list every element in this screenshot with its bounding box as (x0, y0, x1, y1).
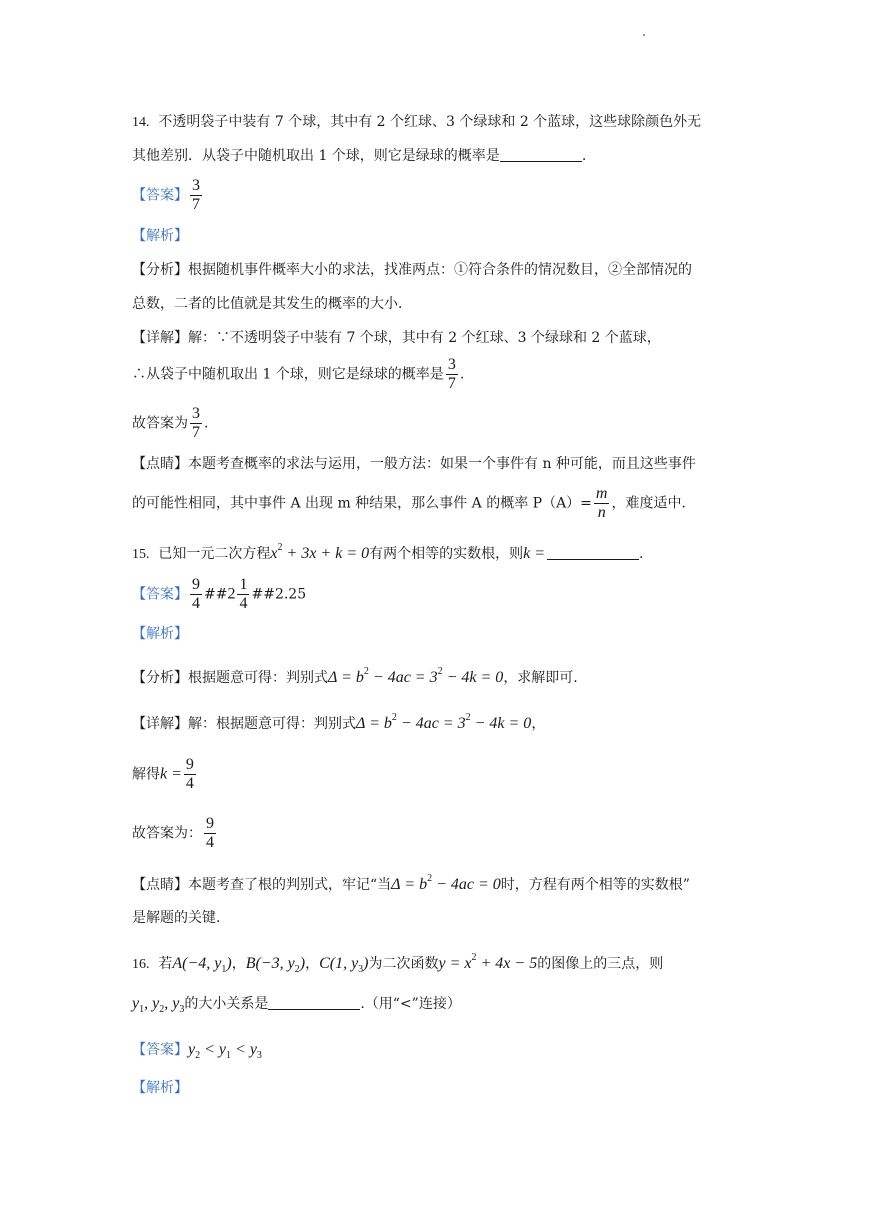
q14-fenxi-line1: 【分析】根据随机事件概率大小的求法，找准两点：①符合条件的情况数目，②全部情况的 (132, 262, 692, 278)
q14-guda: 故答案为 $\frac{3}{7}$ . (132, 405, 209, 441)
q14-dianjing-line2: 的可能性相同，其中事件 A 出现 m 种结果，那么事件 A 的概率 P（A）= $\frac{m}{n}$ ，难度适中． (132, 485, 696, 521)
q14-answer-fraction: $\frac{3}{7}$ (192, 177, 200, 213)
q14-fenxi-line2: 总数，二者的比值就是其发生的概率的大小． (132, 296, 412, 312)
q14-answer (132, 177, 204, 214)
q15-dianjing-line2: 是解题的关键. (132, 910, 221, 926)
q15-jiede: 解得k = $\frac{9}{4}$ (132, 756, 194, 792)
q16-y-values: $y_1$, $y_2$, $y_3$ (132, 995, 185, 1015)
q14-probability-fraction: $\frac{m}{n}$ (595, 485, 608, 521)
q14-number: 14. (132, 115, 150, 130)
header-dot (643, 34, 645, 36)
q15-answer-fraction1: $\frac{9}{4}$ (192, 576, 200, 612)
q15-guda: 故答案为： $\frac{9}{4}$ (132, 815, 214, 851)
q15-line1: 15. 已知一元二次方程$x^2 + 3x + k = 0$有两个相等的实数根，则k = . (132, 542, 644, 562)
q15-answer-blank (547, 545, 639, 560)
q15-dianjing-line1: 【点睛】本题考查了根的判别式，牢记“当$\Delta = b^2 - 4ac = 0$时，方程有两个相等的实数根” (132, 873, 690, 893)
q14-text2: 其他差别．从袋子中随机取出 1 个球，则它是绿球的概率是 (132, 148, 500, 164)
q14-xiangjie-line2: ∴从袋子中随机取出 1 个球，则它是绿球的概率是 $\frac{3}{7}$ . (132, 356, 465, 392)
q15-xiangjie: 【详解】解：根据题意可得：判别式$\Delta = b^2 - 4ac = 3^2 - 4k = 0$， (132, 712, 546, 732)
q15-discriminant: $\Delta = b^2 - 4ac = 3^2 - 4k = 0$ (328, 666, 504, 686)
q16-answer-blank (268, 995, 360, 1010)
q15-discriminant-2: $\Delta = b^2 - 4ac = 3^2 - 4k = 0$ (356, 712, 532, 732)
q15-answer: 【答案】 $\frac{9}{4}$ ##2 $\frac{1}{4}$ ##2.25 (132, 576, 307, 612)
q15-fenxi: 【分析】根据题意可得：判别式$\Delta = b^2 - 4ac = 3^2 - 4k = 0$，求解即可. (132, 666, 578, 686)
q14-period: . (581, 148, 587, 164)
q14-analysis-label: 【解析】 (132, 228, 188, 244)
q16-line1: 16. 若A(−4, $y_1$)，B(−3, $y_2$)，C(1, $y_3$)为二次函数$y = x^2 + 4x - 5$的图像上的三点，则 (132, 952, 664, 975)
q16-analysis-label: 【解析】 (132, 1080, 188, 1096)
q15-dianjing-condition: $\Delta = b^2 - 4ac = 0$ (391, 873, 501, 893)
q14-text1: 不透明袋子中装有 7 个球，其中有 2 个红球、3 个绿球和 2 个蓝球，这些球除颜色外无 (158, 114, 702, 130)
q14-guda-fraction: $\frac{3}{7}$ (192, 405, 200, 441)
q14-xiangjie-fraction: $\frac{3}{7}$ (447, 356, 456, 392)
q15-jiede-fraction: $\frac{9}{4}$ (185, 756, 194, 792)
q16-answer-expr: $y_2 < y_1 < y_3$ (188, 1041, 262, 1061)
q15-answer-fraction2: $\frac{1}{4}$ (239, 576, 248, 612)
q14-dianjing-line1: 【点睛】本题考查概率的求法与运用，一般方法：如果一个事件有 n 种可能，而且这些事件 (132, 456, 696, 472)
q16-function: $y = x^2 + 4x - 5$ (438, 952, 538, 972)
q16-point-c: C(1, $y_3$) (319, 955, 369, 975)
q15-analysis-label: 【解析】 (132, 626, 188, 642)
q16-answer: 【答案】$y_2 < y_1 < y_3$ (132, 1041, 262, 1061)
q15-equation: $x^2 + 3x + k = 0$ (270, 542, 370, 562)
q15-guda-fraction: $\frac{9}{4}$ (206, 815, 214, 851)
q16-line2: $y_1$, $y_2$, $y_3$的大小关系是 .（用“<”连接） (132, 995, 461, 1015)
q14-line1 (132, 112, 701, 133)
q16-point-b: B(−3, $y_2$) (245, 955, 306, 975)
q14-answer-label: 【答案】 (132, 187, 188, 204)
q14-xiangjie-line1: 【详解】解：∵不透明袋子中装有 7 个球，其中有 2 个红球、3 个绿球和 2 个蓝球， (132, 330, 661, 346)
q14-line2 (132, 146, 586, 166)
q14-answer-blank (500, 147, 582, 162)
q16-point-a: A(−4, $y_1$) (172, 955, 232, 975)
